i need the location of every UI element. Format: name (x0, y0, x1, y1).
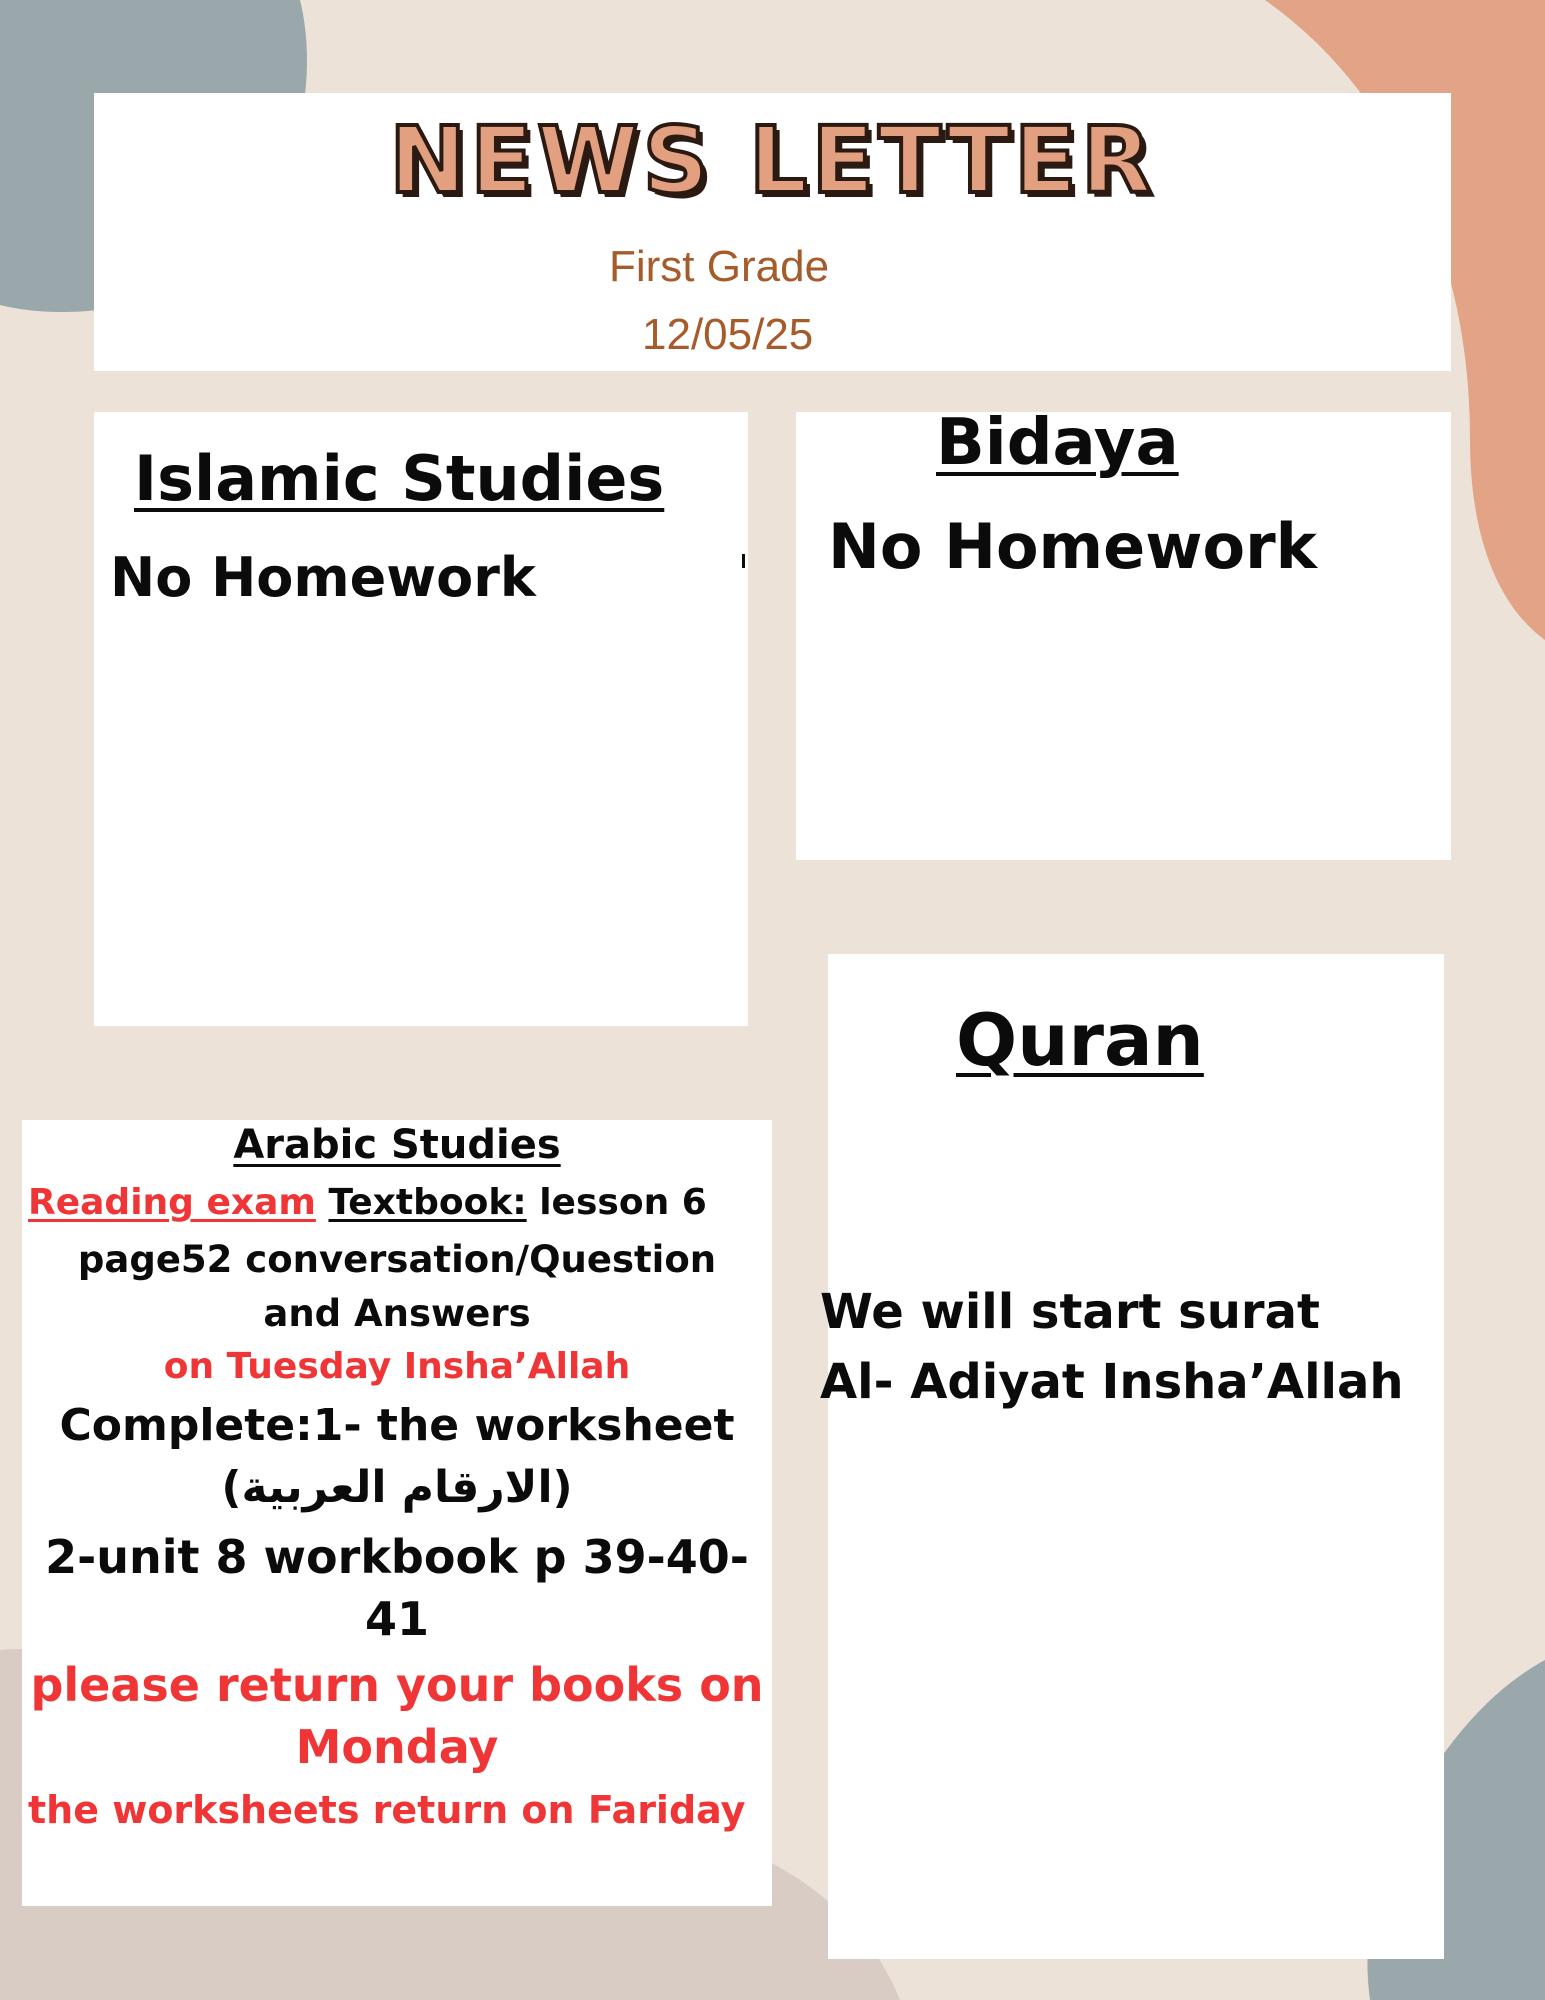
arabic-line-10: Monday (295, 1720, 499, 1774)
islamic-studies-panel (94, 412, 748, 1026)
islamic-studies-heading: Islamic Studies (134, 442, 665, 515)
date-label: 12/05/25 (642, 310, 814, 359)
small-mark (742, 554, 745, 568)
lesson-text: lesson 6 (539, 1182, 707, 1223)
quran-line-2: Al- Adiyat Insha’Allah (820, 1354, 1404, 1410)
arabic-line-7: 2-unit 8 workbook p 39-40- (45, 1530, 749, 1584)
bidaya-panel (796, 406, 1451, 860)
textbook-label: Textbook: (328, 1182, 527, 1223)
newsletter-title: NEWS LETTER (389, 107, 1156, 214)
arabic-line-8: 41 (364, 1592, 429, 1646)
arabic-line-9: please return your books on (30, 1658, 764, 1712)
quran-panel (820, 954, 1444, 1959)
reading-exam-label: Reading exam (28, 1182, 316, 1223)
arabic-line-6: (الارقام العربية) (221, 1462, 573, 1513)
islamic-studies-text: No Homework (110, 546, 536, 609)
header-panel (94, 93, 1451, 371)
grade-label: First Grade (609, 242, 830, 291)
arabic-studies-heading: Arabic Studies (233, 1122, 561, 1168)
arabic-line-3: and Answers (263, 1292, 531, 1335)
arabic-line-11: the worksheets return on Fariday (28, 1788, 746, 1832)
arabic-line-4: on Tuesday Insha’Allah (163, 1346, 631, 1387)
arabic-line-5: Complete:1- the worksheet (59, 1400, 735, 1451)
arabic-studies-panel (22, 1120, 772, 1906)
bidaya-heading: Bidaya (936, 406, 1179, 480)
quran-line-1: We will start surat (820, 1284, 1320, 1340)
quran-heading: Quran (956, 998, 1204, 1082)
exam-line (28, 1182, 768, 1223)
bidaya-text: No Homework (828, 510, 1317, 583)
arabic-line-2: page52 conversation/Question (77, 1238, 717, 1281)
